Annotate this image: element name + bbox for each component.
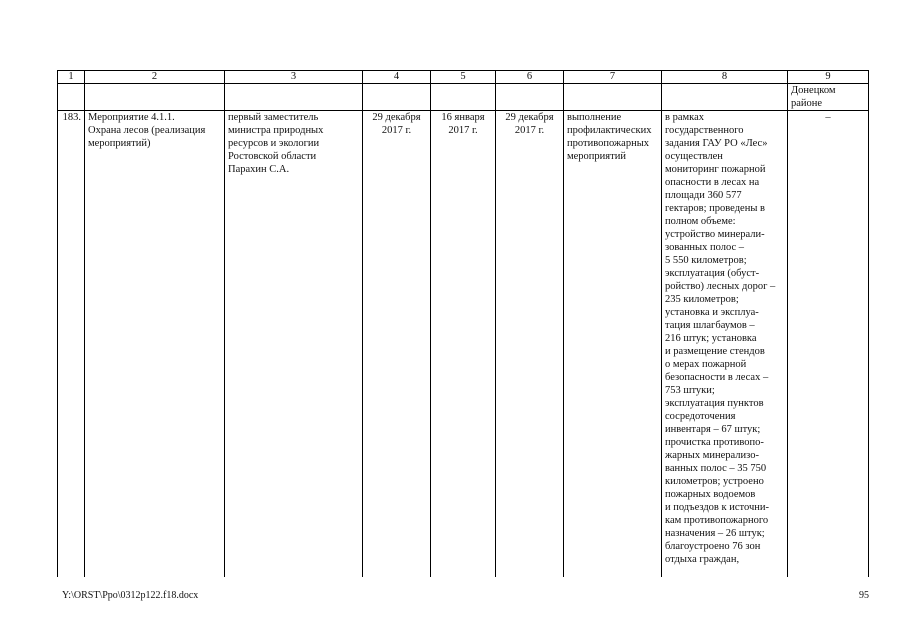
actual-result-cell: в рамках государственного задания ГАУ РО «Лес» осуществлен мониторинг пожарной опасности в лесах на площади 360 577 гектаров; проведены в полном объеме: устройство минерали- зованных полос – 5 550 километров; эксплуатация (обуст- ройство) лесных дорог – 235 километров; установка и эксплуа- тация шлагбаумов – 216 штук; установка и размещение стендов о мерах пожарной безопасности в лесах – 753 штуки; эксплуатация пунктов сосредоточения инвентаря – 67 штук; прочистка противопо- жарных минерализо- ванных полос – 35 750 километров; устроено пожарных водоемов и подъездов к источни- кам противопожарного назначения – 26 штук; благоустроено 76 зон отдыха граждан,: [662, 111, 788, 578]
header-cell-1: [58, 84, 85, 111]
date-end-cell: 29 декабря 2017 г.: [496, 111, 564, 578]
header-cell-4: [363, 84, 431, 111]
col-number-1: 1: [58, 71, 85, 84]
header-cell-9: Донецком районе: [788, 84, 869, 111]
col-number-3: 3: [225, 71, 363, 84]
col-number-2: 2: [85, 71, 225, 84]
header-cell-3: [225, 84, 363, 111]
row-number: 183.: [58, 111, 85, 578]
table-row: [58, 111, 869, 578]
column-number-row: [58, 71, 869, 84]
header-cell-8: [662, 84, 788, 111]
col-number-6: 6: [496, 71, 564, 84]
date-start-cell: 29 декабря 2017 г.: [363, 111, 431, 578]
header-continuation-row: [58, 84, 869, 111]
report-table: [57, 70, 869, 577]
header-cell-5: [431, 84, 496, 111]
col-number-7: 7: [564, 71, 662, 84]
header-cell-6: [496, 84, 564, 111]
col-number-9: 9: [788, 71, 869, 84]
col-number-4: 4: [363, 71, 431, 84]
planned-result-cell: выполнение профилактических противопожарных мероприятий: [564, 111, 662, 578]
header-cell-2: [85, 84, 225, 111]
header-cell-7: [564, 84, 662, 111]
col-number-8: 8: [662, 71, 788, 84]
footer-file-path: Y:\ORST\Ppo\0312p122.f18.docx: [62, 590, 199, 601]
col9-value-cell: –: [788, 111, 869, 578]
event-cell: Мероприятие 4.1.1. Охрана лесов (реализация мероприятий): [85, 111, 225, 578]
date-mid-cell: 16 января 2017 г.: [431, 111, 496, 578]
col-number-5: 5: [431, 71, 496, 84]
responsible-cell: первый заместитель министра природных ресурсов и экологии Ростовской области Парахин С.А.: [225, 111, 363, 578]
footer-page-number: 95: [859, 590, 869, 601]
